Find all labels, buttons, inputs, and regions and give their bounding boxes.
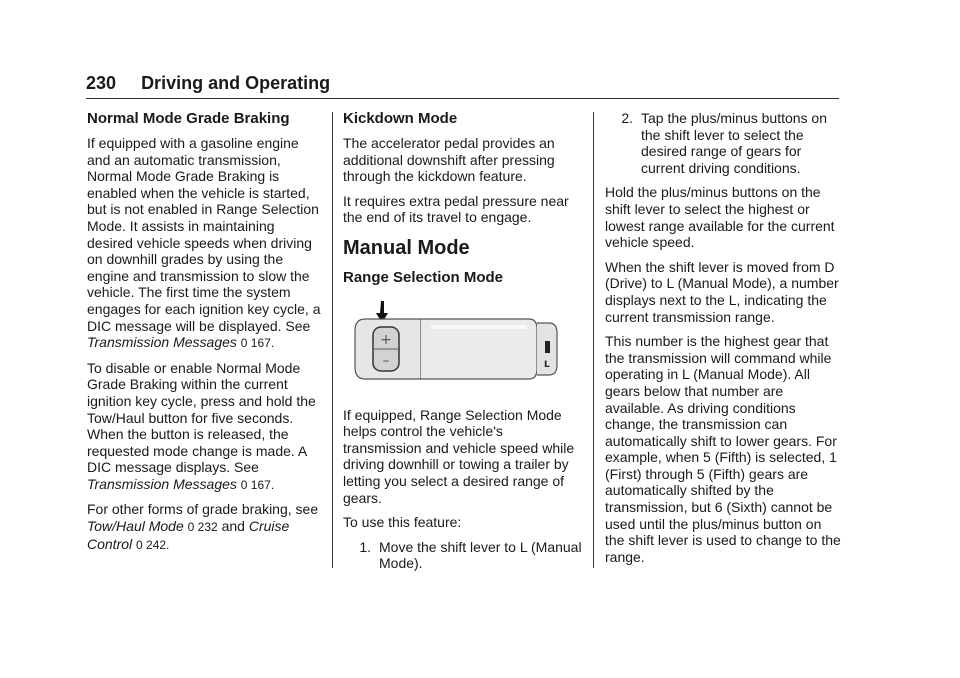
page-header bbox=[86, 72, 839, 99]
paragraph: This number is the highest gear that the transmission will command while operating in L (Manual Mode). All gears below that number are available. As driving conditions change, the transmission can automatically shift to lower gears. For example, when 5 (Fifth) is selected, 1 (First) through 5 (Fifth) gears are automatically shifted by the transmission, but 6 (Sixth) cannot be used until the plus/minus button on the shift lever is used to change to the range. bbox=[605, 333, 841, 565]
range-indicator bbox=[545, 341, 550, 353]
link-transmission-messages[interactable]: Transmission Messages bbox=[87, 334, 237, 351]
heading-normal-mode-grade-braking: Normal Mode Grade Braking bbox=[87, 110, 290, 127]
column-middle bbox=[343, 110, 583, 580]
minus-icon: – bbox=[382, 352, 390, 369]
paragraph: Hold the plus/minus buttons on the shift lever to select the highest or lowest range available for the current vehicle speed. bbox=[605, 184, 835, 251]
step-list bbox=[343, 539, 583, 572]
page-number: 230 bbox=[86, 73, 117, 93]
page-ref[interactable]: 0 167. bbox=[240, 477, 275, 492]
column-divider bbox=[332, 112, 333, 568]
section-title: Driving and Operating bbox=[141, 73, 331, 93]
column-divider bbox=[593, 112, 594, 568]
plus-icon: + bbox=[380, 331, 392, 348]
page-ref[interactable]: 0 167. bbox=[240, 336, 275, 351]
link-cruise-control[interactable]: Cruise Control bbox=[87, 518, 290, 552]
paragraph: To disable or enable Normal Mode Grade Braking within the current ignition key cycle, press and hold the Tow/Haul button for five seconds. When the button is released, the requested mode change is made. A DIC message displays. See Transmission Messages 0 167. bbox=[87, 359, 316, 492]
shift-lever-illustration bbox=[351, 295, 583, 389]
step-list bbox=[605, 110, 841, 176]
heading-manual-mode: Manual Mode bbox=[343, 236, 470, 259]
l-label: L bbox=[544, 359, 550, 370]
list-item: 1. Move the shift lever to L (Manual Mode). bbox=[359, 538, 582, 572]
page-ref[interactable]: 0 232 bbox=[187, 520, 218, 535]
heading-kickdown-mode: Kickdown Mode bbox=[343, 110, 458, 127]
paragraph: The accelerator pedal provides an additional downshift after pressing through the kickdown feature. bbox=[343, 135, 555, 185]
paragraph: For other forms of grade braking, see Tow/Haul Mode 0 232 and Cruise Control 0 242. bbox=[87, 501, 319, 552]
column-right bbox=[605, 110, 841, 573]
heading-range-selection-mode: Range Selection Mode bbox=[343, 268, 504, 286]
list-item: 2. Tap the plus/minus buttons on the shift lever to select the desired range of gears for current driving conditions. bbox=[621, 110, 828, 176]
link-tow-haul-mode[interactable]: Tow/Haul Mode bbox=[87, 518, 184, 535]
paragraph: If equipped with a gasoline engine and an automatic transmission, Normal Mode Grade Braking is enabled when the vehicle is started, but is not enabled in Range Selection Mode. It assists in maintaining desired vehicle speeds when driving on downhill grades by using the engine and transmission to slow the vehicle. The first time the system engages for each ignition key cycle, a DIC message will be displayed. See Transmission Messages 0 167. bbox=[87, 135, 321, 351]
paragraph: To use this feature: bbox=[343, 514, 462, 531]
page-ref[interactable]: 0 242. bbox=[136, 537, 170, 552]
paragraph: When the shift lever is moved from D (Drive) to L (Manual Mode), a number displays next to the L, indicating the current transmission range. bbox=[605, 258, 839, 325]
column-left bbox=[87, 110, 321, 561]
paragraph: It requires extra pedal pressure near the end of its travel to engage. bbox=[343, 192, 569, 226]
link-transmission-messages[interactable]: Transmission Messages bbox=[87, 475, 237, 492]
paragraph: If equipped, Range Selection Mode helps control the vehicle's transmission and vehicle speed while driving downhill or towing a trailer by letting you select a desired range of gears. bbox=[343, 406, 575, 506]
